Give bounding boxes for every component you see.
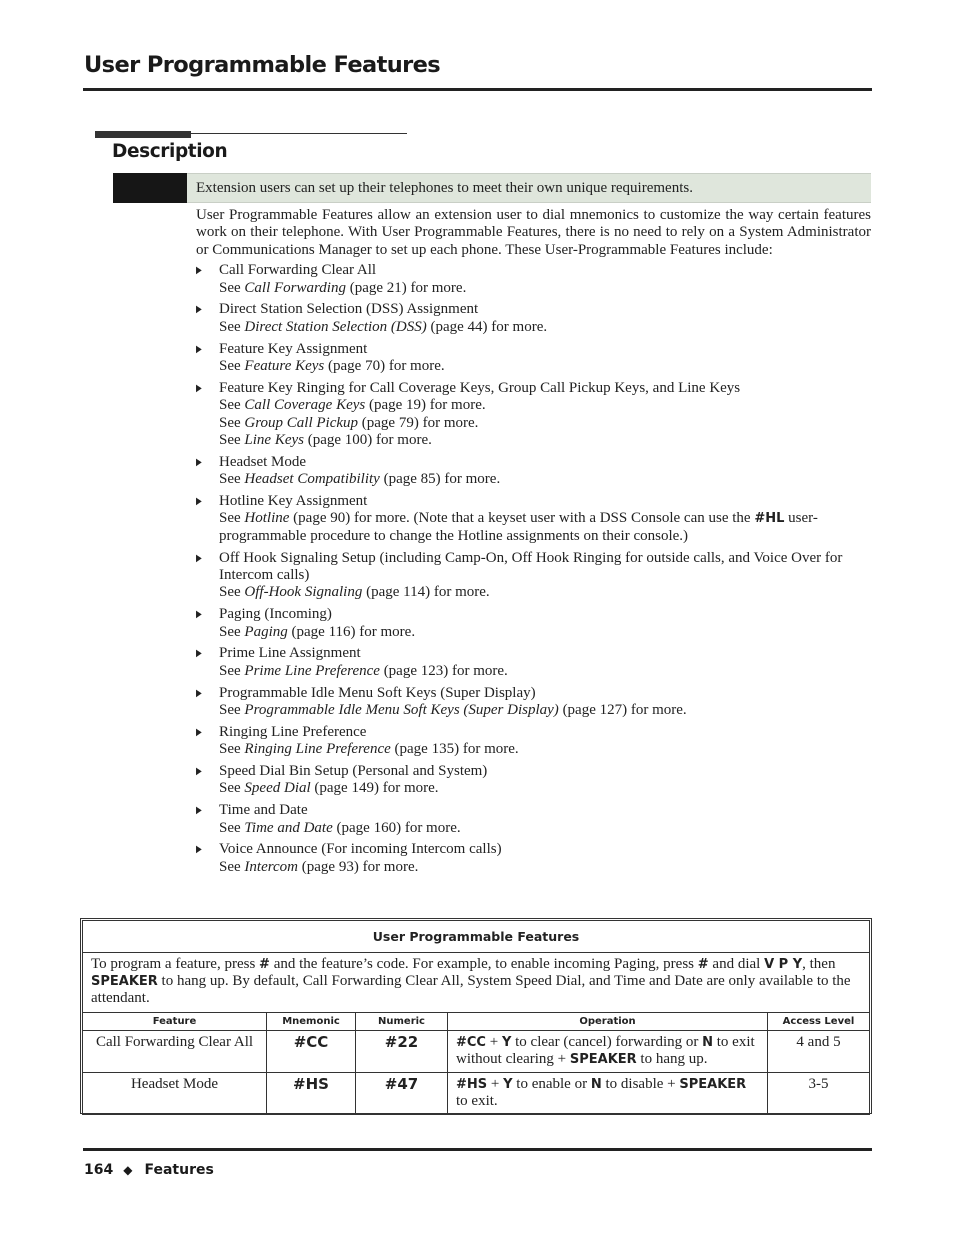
bold-keyword: SPEAKER <box>569 1052 637 1068</box>
list-item <box>196 262 871 297</box>
reference-title: Prime Line Preference <box>244 662 380 679</box>
reference-title: Off-Hook Signaling <box>244 584 363 601</box>
reference-title: Intercom <box>244 858 299 875</box>
footer-rule <box>83 1148 872 1151</box>
summary-text: Extension users can set up their telephones to meet their own unique requirements. <box>187 173 871 203</box>
item-label: Prime Line Assignment <box>219 645 361 662</box>
table-row <box>83 1072 870 1114</box>
table-header-row <box>83 1012 870 1030</box>
list-item <box>196 763 871 798</box>
cell-feature: Headset Mode <box>83 1072 267 1114</box>
item-label: Feature Key Assignment <box>219 340 368 357</box>
reference-title: Group Call Pickup <box>244 414 359 431</box>
cell-access-level: 3-5 <box>768 1072 870 1114</box>
bold-keyword: #CC <box>456 1034 486 1050</box>
reference-title: Ringing Line Preference <box>244 741 391 758</box>
bold-keyword: # <box>259 957 270 972</box>
item-reference: See Intercom (page 93) for more. <box>219 858 419 875</box>
list-item <box>196 341 871 376</box>
list-item <box>196 550 871 602</box>
item-reference: See Line Keys (page 100) for more. <box>219 432 432 449</box>
bold-keyword: Y <box>503 1076 513 1092</box>
cell-operation: #CC + Y to clear (cancel) forwarding or N to exit without clearing + SPEAKER to hang up. <box>448 1030 768 1072</box>
reference-title: Call Forwarding <box>244 279 346 296</box>
reference-title: Hotline <box>244 510 290 527</box>
bullet-icon: ▶ <box>195 265 202 277</box>
bullet-icon: ▶ <box>195 726 202 738</box>
reference-title: Feature Keys <box>244 358 325 375</box>
reference-title: Speed Dial <box>244 780 311 797</box>
item-reference: See Hotline (page 90) for more. (Note that a keyset user with a DSS Console can use the #HL user-programmable procedure to change the Hotline assignments on their console.) <box>219 510 818 544</box>
reference-title: Time and Date <box>244 819 333 836</box>
column-header: Operation <box>448 1012 768 1030</box>
item-reference: See Time and Date (page 160) for more. <box>219 819 461 836</box>
list-item <box>196 301 871 336</box>
item-label: Programmable Idle Menu Soft Keys (Super Display) <box>219 684 536 701</box>
reference-title: Line Keys <box>244 432 304 449</box>
item-label: Paging (Incoming) <box>219 606 332 623</box>
diamond-icon: ◆ <box>123 1163 133 1177</box>
item-label: Hotline Key Assignment <box>219 493 368 510</box>
footer <box>84 1162 214 1178</box>
cell-numeric: #22 <box>356 1030 448 1072</box>
item-reference: See Headset Compatibility (page 85) for more. <box>219 471 501 488</box>
bullet-icon: ▶ <box>195 496 202 508</box>
bold-keyword: N <box>702 1034 713 1050</box>
bullet-icon: ▶ <box>195 609 202 621</box>
table-note: To program a feature, press # and the feature’s code. For example, to enable incoming Paging, press # and dial V P Y, then SPEAKER to hang up. By default, Call Forwarding Clear All, System Speed Dial, and Time and Date are only available to the attendant. <box>83 953 870 1013</box>
cell-access-level: 4 and 5 <box>768 1030 870 1072</box>
column-header: Mnemonic <box>267 1012 356 1030</box>
item-reference: See Feature Keys (page 70) for more. <box>219 358 445 375</box>
item-reference: See Speed Dial (page 149) for more. <box>219 780 439 797</box>
item-label: Off Hook Signaling Setup (including Camp-On, Off Hook Ringing for outside calls, and Voice Over for Intercom calls) <box>219 549 843 584</box>
item-reference: See Prime Line Preference (page 123) for more. <box>219 662 508 679</box>
bullet-icon: ▶ <box>195 552 202 564</box>
list-item <box>196 380 871 450</box>
feature-list <box>196 262 871 876</box>
reference-title: Call Coverage Keys <box>244 397 366 414</box>
column-header: Feature <box>83 1012 267 1030</box>
bullet-icon: ▶ <box>195 304 202 316</box>
item-reference: See Call Forwarding (page 21) for more. <box>219 279 467 296</box>
section-title: Description <box>112 141 228 162</box>
description-body <box>196 207 871 881</box>
cell-operation: #HS + Y to enable or N to disable + SPEAKER to exit. <box>448 1072 768 1114</box>
page-title: User Programmable Features <box>84 52 441 78</box>
item-reference: See Paging (page 116) for more. <box>219 623 416 640</box>
item-reference: See Programmable Idle Menu Soft Keys (Super Display) (page 127) for more. <box>219 702 687 719</box>
list-item <box>196 493 871 545</box>
bullet-icon: ▶ <box>195 648 202 660</box>
list-item <box>196 724 871 759</box>
reference-title: Direct Station Selection (DSS) <box>244 318 427 335</box>
item-reference: See Direct Station Selection (DSS) (page 44) for more. <box>219 318 548 335</box>
intro-paragraph: User Programmable Features allow an extension user to dial mnemonics to customize the way certain features work on their telephone. With User Programmable Features, there is no need to rely on a System Administrator or Communications Manager to set up each phone. These User-Programmable Features include: <box>196 207 871 258</box>
cell-mnemonic: #CC <box>267 1030 356 1072</box>
list-item <box>196 645 871 680</box>
item-label: Voice Announce (For incoming Intercom calls) <box>219 841 502 858</box>
bold-keyword: N <box>590 1076 602 1092</box>
item-label: Call Forwarding Clear All <box>219 262 377 279</box>
item-reference: See Group Call Pickup (page 79) for more. <box>219 414 479 431</box>
list-item <box>196 454 871 489</box>
features-table <box>82 920 870 1115</box>
code-keyword: #HL <box>754 511 785 527</box>
item-label: Ringing Line Preference <box>219 723 367 740</box>
bullet-icon: ▶ <box>195 844 202 856</box>
item-reference: See Ringing Line Preference (page 135) for more. <box>219 741 519 758</box>
item-label: Headset Mode <box>219 453 307 470</box>
bullet-icon: ▶ <box>195 456 202 468</box>
bullet-icon: ▶ <box>195 343 202 355</box>
page-number: 164 <box>84 1162 114 1178</box>
features-table-frame <box>80 918 872 1114</box>
bullet-icon: ▶ <box>195 382 202 394</box>
table-title: User Programmable Features <box>83 921 870 953</box>
list-item <box>196 606 871 641</box>
bold-keyword: V P Y <box>764 957 803 972</box>
item-label: Time and Date <box>219 802 308 819</box>
bold-keyword: Y <box>501 1034 512 1050</box>
cell-mnemonic: #HS <box>267 1072 356 1114</box>
bold-keyword: SPEAKER <box>91 974 158 990</box>
title-rule <box>83 88 872 91</box>
column-header: Numeric <box>356 1012 448 1030</box>
section-rule-bar <box>95 131 191 138</box>
table-body <box>83 1030 870 1114</box>
footer-section: Features <box>144 1162 214 1178</box>
item-label: Speed Dial Bin Setup (Personal and System) <box>219 763 488 780</box>
reference-title: Programmable Idle Menu Soft Keys (Super Display) <box>244 702 559 719</box>
list-item <box>196 685 871 720</box>
list-item <box>196 802 871 837</box>
item-reference: See Off-Hook Signaling (page 114) for more. <box>219 584 490 601</box>
item-label: Direct Station Selection (DSS) Assignment <box>219 301 479 318</box>
reference-title: Paging <box>244 623 288 640</box>
column-header: Access Level <box>768 1012 870 1030</box>
item-label: Feature Key Ringing for Call Coverage Keys, Group Call Pickup Keys, and Line Keys <box>219 379 741 396</box>
bullet-icon: ▶ <box>195 805 202 817</box>
item-reference: See Call Coverage Keys (page 19) for more. <box>219 397 486 414</box>
table-row <box>83 1030 870 1072</box>
reference-title: Headset Compatibility <box>244 471 380 488</box>
bullet-icon: ▶ <box>195 766 202 778</box>
list-item <box>196 841 871 876</box>
bullet-icon: ▶ <box>195 687 202 699</box>
summary-tab <box>113 173 187 203</box>
bold-keyword: #HS <box>456 1076 488 1092</box>
cell-feature: Call Forwarding Clear All <box>83 1030 267 1072</box>
cell-numeric: #47 <box>356 1072 448 1114</box>
bold-keyword: # <box>697 957 709 972</box>
bold-keyword: SPEAKER <box>679 1076 747 1092</box>
